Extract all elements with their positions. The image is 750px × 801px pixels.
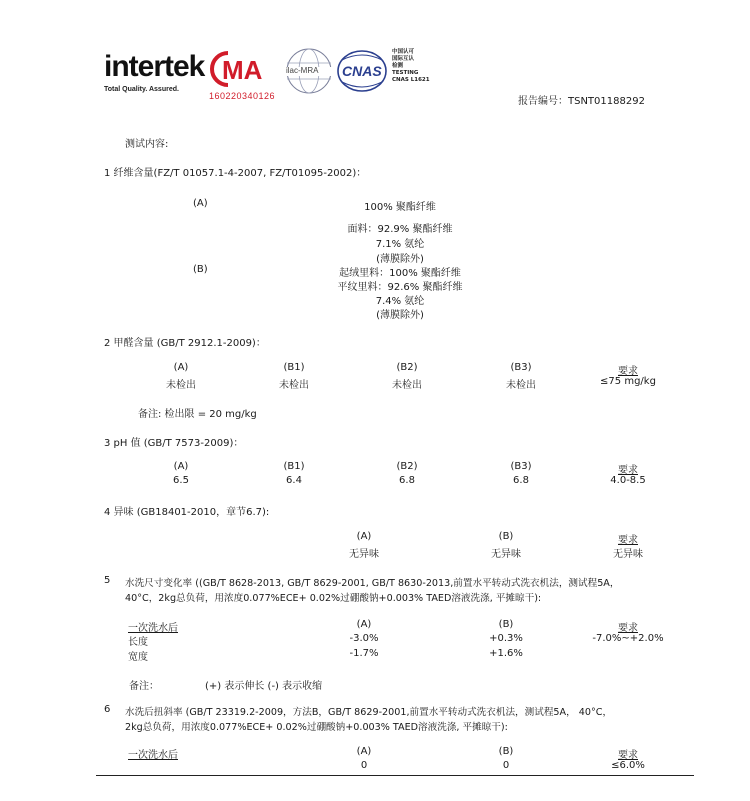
fiber-line: 平纹里料：92.6% 聚酯纤维 bbox=[337, 282, 463, 293]
cnas-side-line: 中国认可 bbox=[392, 49, 415, 55]
row-label: 长度 bbox=[128, 637, 148, 648]
result-value: +0.3% bbox=[489, 633, 523, 644]
detection-limit-note: 备注: 检出限 = 20 mg/kg bbox=[138, 409, 257, 420]
cnas-side-line: 检测 bbox=[392, 63, 404, 69]
result-value: 6.4 bbox=[286, 475, 302, 486]
column-header: (B1) bbox=[283, 461, 305, 472]
section-number: 5 bbox=[104, 575, 111, 586]
result-value: 未检出 bbox=[279, 380, 309, 391]
requirement-value: 无异味 bbox=[613, 549, 643, 560]
cnas-mark-text: CNAS bbox=[342, 63, 382, 79]
column-header: (B) bbox=[498, 746, 514, 757]
column-header: (A) bbox=[356, 619, 372, 630]
column-header-requirement: 要求 bbox=[618, 366, 638, 377]
fiber-value: 100% 聚酯纤维 bbox=[364, 202, 436, 213]
section-number: 6 bbox=[104, 704, 111, 715]
note-label: 备注： bbox=[129, 681, 159, 692]
cnas-side-line: 国际互认 bbox=[392, 56, 415, 62]
column-header-requirement: 要求 bbox=[618, 623, 638, 634]
column-header-requirement: 要求 bbox=[618, 465, 638, 476]
cma-mark-text: MA bbox=[222, 55, 263, 85]
ilac-mra-text: ilac-MRA bbox=[286, 66, 319, 75]
result-value: -3.0% bbox=[349, 633, 379, 644]
report-number: 报告编号：TSNT01188292 bbox=[518, 96, 645, 107]
result-value: 无异味 bbox=[349, 549, 379, 560]
fiber-line: 7.4% 氨纶 bbox=[375, 296, 425, 307]
row-header-after-wash: 一次洗水后 bbox=[128, 750, 178, 761]
result-value: 未检出 bbox=[166, 380, 196, 391]
column-header-requirement: 要求 bbox=[618, 750, 638, 761]
result-value: 6.5 bbox=[173, 475, 189, 486]
cma-number: 160220340126 bbox=[209, 91, 276, 101]
column-header: (A) bbox=[356, 531, 372, 542]
result-value: -1.7% bbox=[349, 648, 379, 659]
section-title: 2 甲醛含量 (GB/T 2912.1-2009)： bbox=[104, 338, 266, 349]
result-value: 0 bbox=[360, 760, 368, 771]
cnas-side-line: TESTING bbox=[392, 70, 419, 76]
test-content-heading: 测试内容: bbox=[125, 139, 169, 150]
column-header: (B) bbox=[498, 619, 514, 630]
intertek-tagline: Total Quality. Assured. bbox=[104, 86, 179, 93]
sample-label: (A) bbox=[193, 198, 208, 209]
fiber-line: 面料：92.9% 聚酯纤维 bbox=[347, 224, 453, 235]
result-value: 6.8 bbox=[513, 475, 529, 486]
section-title-line: 水洗尺寸变化率 ((GB/T 8628-2013, GB/T 8629-2001, GB/T 8630-2013,前置水平转动式洗衣机法，测试程5A， bbox=[125, 578, 620, 589]
fiber-line: (薄膜除外) bbox=[376, 254, 424, 265]
column-header-requirement: 要求 bbox=[618, 535, 638, 546]
fiber-line: 7.1% 氨纶 bbox=[375, 239, 425, 250]
result-value: 未检出 bbox=[392, 380, 422, 391]
cnas-side-text bbox=[392, 49, 430, 84]
cma-logo-icon bbox=[208, 50, 276, 88]
column-header: (B) bbox=[498, 531, 514, 542]
sample-label: (B) bbox=[193, 264, 208, 275]
note-text: (+) 表示伸长 (-) 表示收缩 bbox=[205, 681, 323, 692]
row-label: 宽度 bbox=[128, 652, 148, 663]
requirement-value: 4.0-8.5 bbox=[610, 475, 646, 486]
result-value: 0 bbox=[502, 760, 510, 771]
requirement-value: -7.0%~+2.0% bbox=[592, 633, 664, 644]
column-header: (B3) bbox=[510, 362, 532, 373]
section-title-line: 40°C，2kg总负荷，用浓度0.077%ECE+ 0.02%过硼酸钠+0.003% TAED溶液洗涤, 平摊晾干): bbox=[125, 593, 542, 604]
section-title: 3 pH 值 (GB/T 7573-2009)： bbox=[104, 438, 244, 449]
cnas-logo-icon bbox=[336, 48, 388, 94]
fiber-line: (薄膜除外) bbox=[376, 310, 424, 321]
result-value: +1.6% bbox=[489, 648, 523, 659]
cnas-side-line: CNAS L1621 bbox=[392, 77, 430, 83]
column-header: (B2) bbox=[396, 461, 418, 472]
column-header: (B1) bbox=[283, 362, 305, 373]
requirement-value: ≤6.0% bbox=[611, 760, 645, 771]
column-header: (A) bbox=[356, 746, 372, 757]
requirement-value: ≤75 mg/kg bbox=[600, 376, 656, 387]
bottom-divider bbox=[96, 775, 694, 776]
column-header: (A) bbox=[173, 461, 189, 472]
result-value: 6.8 bbox=[399, 475, 415, 486]
section-title-line: 2kg总负荷，用浓度0.077%ECE+ 0.02%过硼酸钠+0.003% TAED溶液洗涤, 平摊晾干): bbox=[125, 722, 508, 733]
row-header-after-wash: 一次洗水后 bbox=[128, 623, 178, 634]
column-header: (B3) bbox=[510, 461, 532, 472]
column-header: (A) bbox=[173, 362, 189, 373]
intertek-logo: intertek bbox=[104, 50, 205, 83]
result-value: 无异味 bbox=[491, 549, 521, 560]
result-value: 未检出 bbox=[506, 380, 536, 391]
section-title: 1 纤维含量(FZ/T 01057.1-4-2007, FZ/T01095-2002)： bbox=[104, 168, 367, 179]
column-header: (B2) bbox=[396, 362, 418, 373]
section-title: 4 异味 (GB18401-2010，章节6.7): bbox=[104, 507, 270, 518]
fiber-line: 起绒里料：100% 聚酯纤维 bbox=[339, 268, 461, 279]
section-title-line: 水洗后扭斜率 (GB/T 23319.2-2009，方法B，GB/T 8629-2001,前置水平转动式洗衣机法，测试程5A， 40°C， bbox=[125, 707, 613, 718]
